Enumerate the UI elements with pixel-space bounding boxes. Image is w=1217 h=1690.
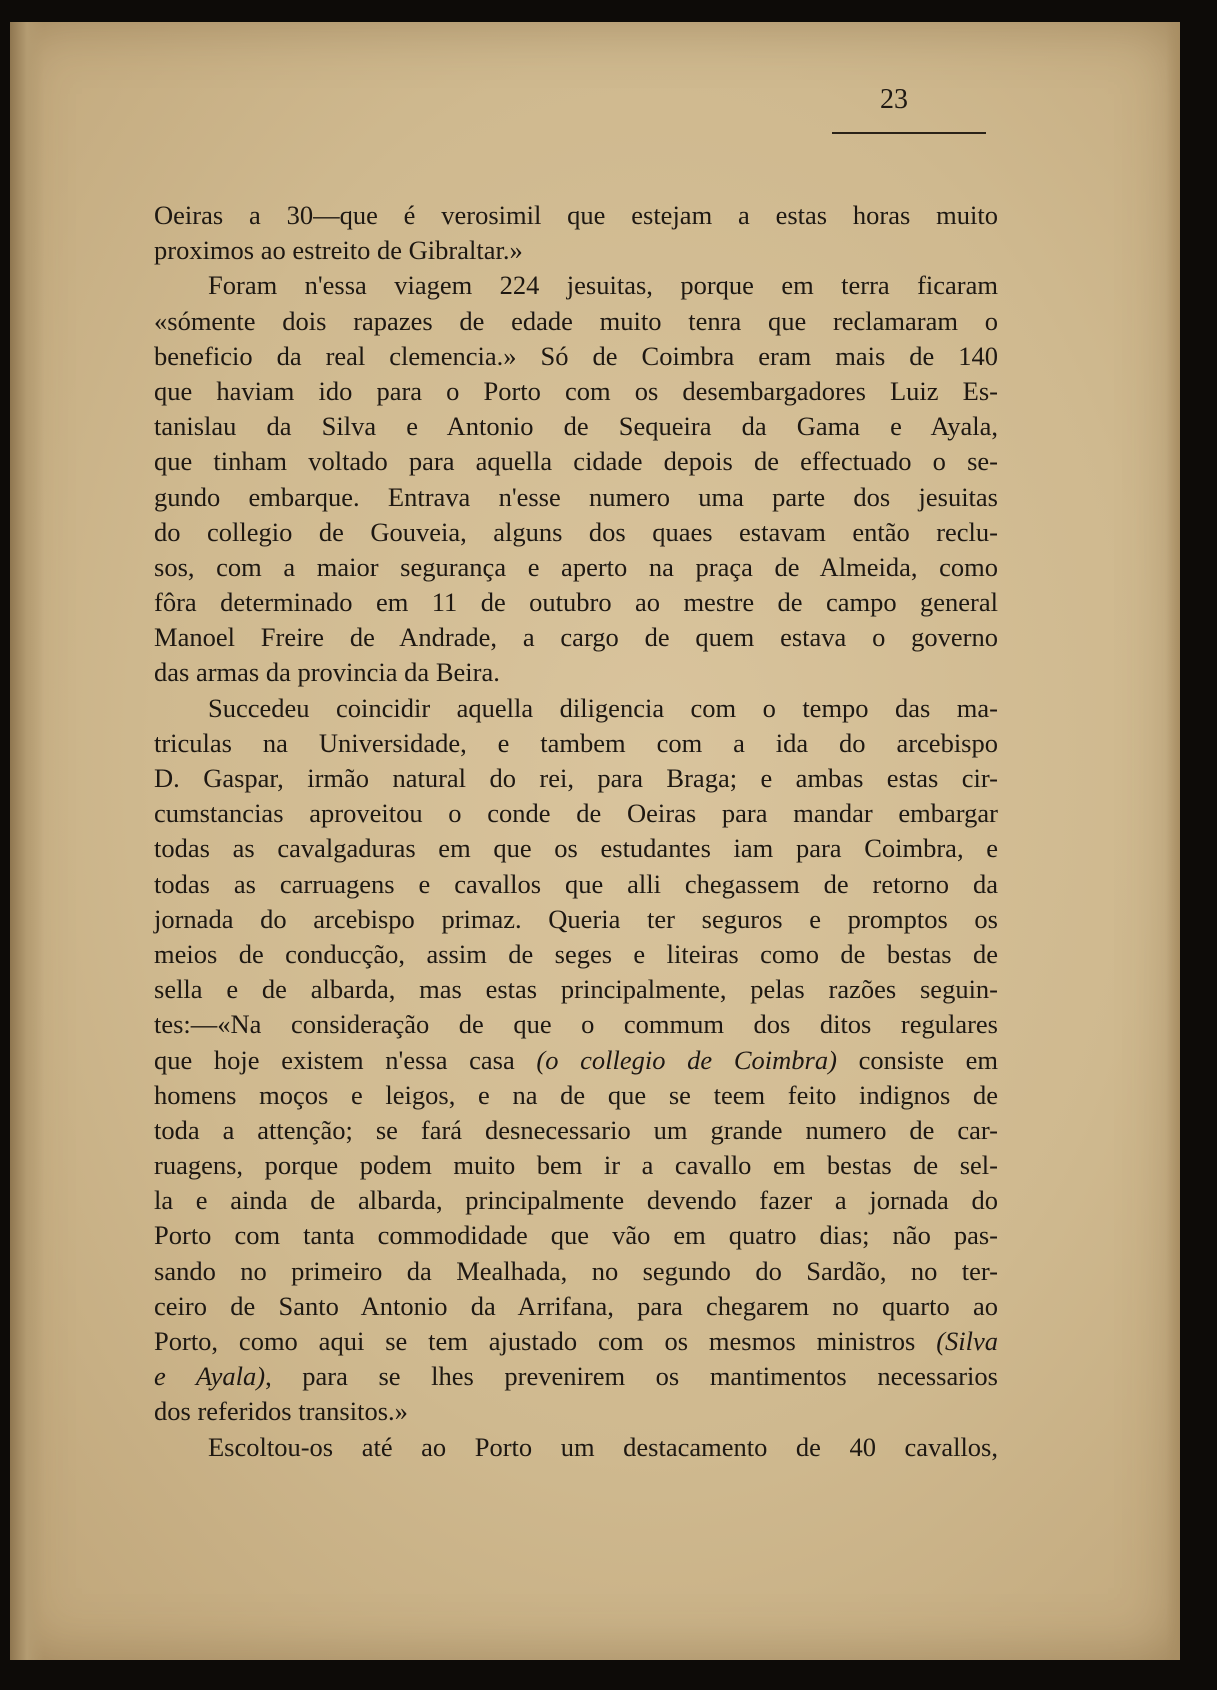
text-line: [154, 1359, 998, 1394]
text-line: ruagens, porque podem muito bem ir a cavallo em bestas de sel-: [154, 1150, 998, 1181]
text-line: jornada do arcebispo primaz. Queria ter seguros e promptos os: [154, 903, 998, 934]
text-span: que hoje existem n'essa casa: [154, 1044, 537, 1075]
text-line: gundo embarque. Entrava n'esse numero uma parte dos jesuitas: [154, 481, 998, 512]
text-span: , para se lhes prevenirem os mantimentos necessarios: [265, 1361, 998, 1392]
text-line: «sómente dois rapazes de edade muito tenra que reclamaram o: [154, 305, 998, 336]
text-line: D. Gaspar, irmão natural do rei, para Braga; e ambas estas cir-: [154, 763, 998, 793]
text-line: todas as cavalgaduras em que os estudantes iam para Coimbra, e: [154, 833, 998, 864]
text-line: dos referidos transitos.»: [154, 1396, 408, 1427]
text-line: que tinham voltado para aquella cidade depois de effectuado o se-: [154, 446, 998, 477]
text-line: Porto com tanta commodidade que vão em quatro dias; não pas-: [154, 1220, 998, 1251]
page-edge-shadow: [1166, 22, 1180, 1660]
text-line: sos, com a maior segurança e aperto na praça de Almeida, como: [154, 551, 998, 582]
book-page: [10, 22, 1180, 1660]
text-line: Escoltou-os até ao Porto um destacamento de 40 cavallos,: [208, 1431, 998, 1462]
italic-text: e Ayala): [154, 1361, 266, 1392]
text-line: beneficio da real clemencia.» Só de Coimbra eram mais de 140: [154, 340, 998, 371]
text-line: triculas na Universidade, e tambem com a ida do arcebispo: [154, 727, 998, 758]
text-line: Foram n'essa viagem 224 jesuitas, porque em terra ficaram: [208, 270, 998, 301]
text-line: todas as carruagens e cavallos que alli chegassem de retorno da: [154, 868, 998, 899]
text-line: sando no primeiro da Mealhada, no segundo do Sardão, no ter-: [154, 1255, 998, 1286]
text-span: consiste em: [836, 1044, 998, 1075]
text-line: toda a attenção; se fará desnecessario um grande numero de car-: [154, 1114, 998, 1145]
text-line: ceiro de Santo Antonio da Arrifana, para chegarem no quarto ao: [154, 1290, 998, 1321]
text-line: Oeiras a 30—que é verosimil que estejam a estas horas muito: [154, 200, 998, 230]
text-line: [154, 1324, 998, 1359]
text-line: Manoel Freire de Andrade, a cargo de quem estava o governo: [154, 622, 998, 653]
text-line: tes:—«Na consideração de que o commum dos ditos regulares: [154, 1009, 998, 1040]
text-line: Succedeu coincidir aquella diligencia com o tempo das ma-: [208, 692, 998, 723]
page-spine-shadow: [10, 22, 44, 1660]
header-rule: [832, 132, 986, 134]
text-line: meios de conducção, assim de seges e liteiras como de bestas de: [154, 938, 998, 969]
text-span: Porto, como aqui se tem ajustado com os mesmos ministros: [154, 1326, 937, 1356]
page-number: 23: [880, 84, 908, 115]
text-line: fôra determinado em 11 de outubro ao mestre de campo general: [154, 587, 998, 618]
text-line: tanislau da Silva e Antonio de Sequeira da Gama e Ayala,: [154, 411, 998, 442]
text-line: das armas da provincia da Beira.: [154, 657, 500, 688]
text-line: la e ainda de albarda, principalmente devendo fazer a jornada do: [154, 1185, 998, 1216]
text-line: do collegio de Gouveia, alguns dos quaes estavam então reclu-: [154, 516, 998, 547]
body-text: [154, 198, 998, 1465]
italic-text: (Silva: [936, 1326, 998, 1356]
italic-text: (o collegio de Coimbra): [536, 1044, 837, 1075]
text-line: que haviam ido para o Porto com os desembargadores Luiz Es-: [154, 375, 998, 406]
text-line: homens moços e leigos, e na de que se teem feito indignos de: [154, 1079, 998, 1110]
text-line: sella e de albarda, mas estas principalmente, pelas razões seguin-: [154, 974, 998, 1005]
text-line: cumstancias aproveitou o conde de Oeiras para mandar embargar: [154, 798, 998, 829]
text-line: [154, 1043, 998, 1078]
text-line: proximos ao estreito de Gibraltar.»: [154, 235, 523, 266]
